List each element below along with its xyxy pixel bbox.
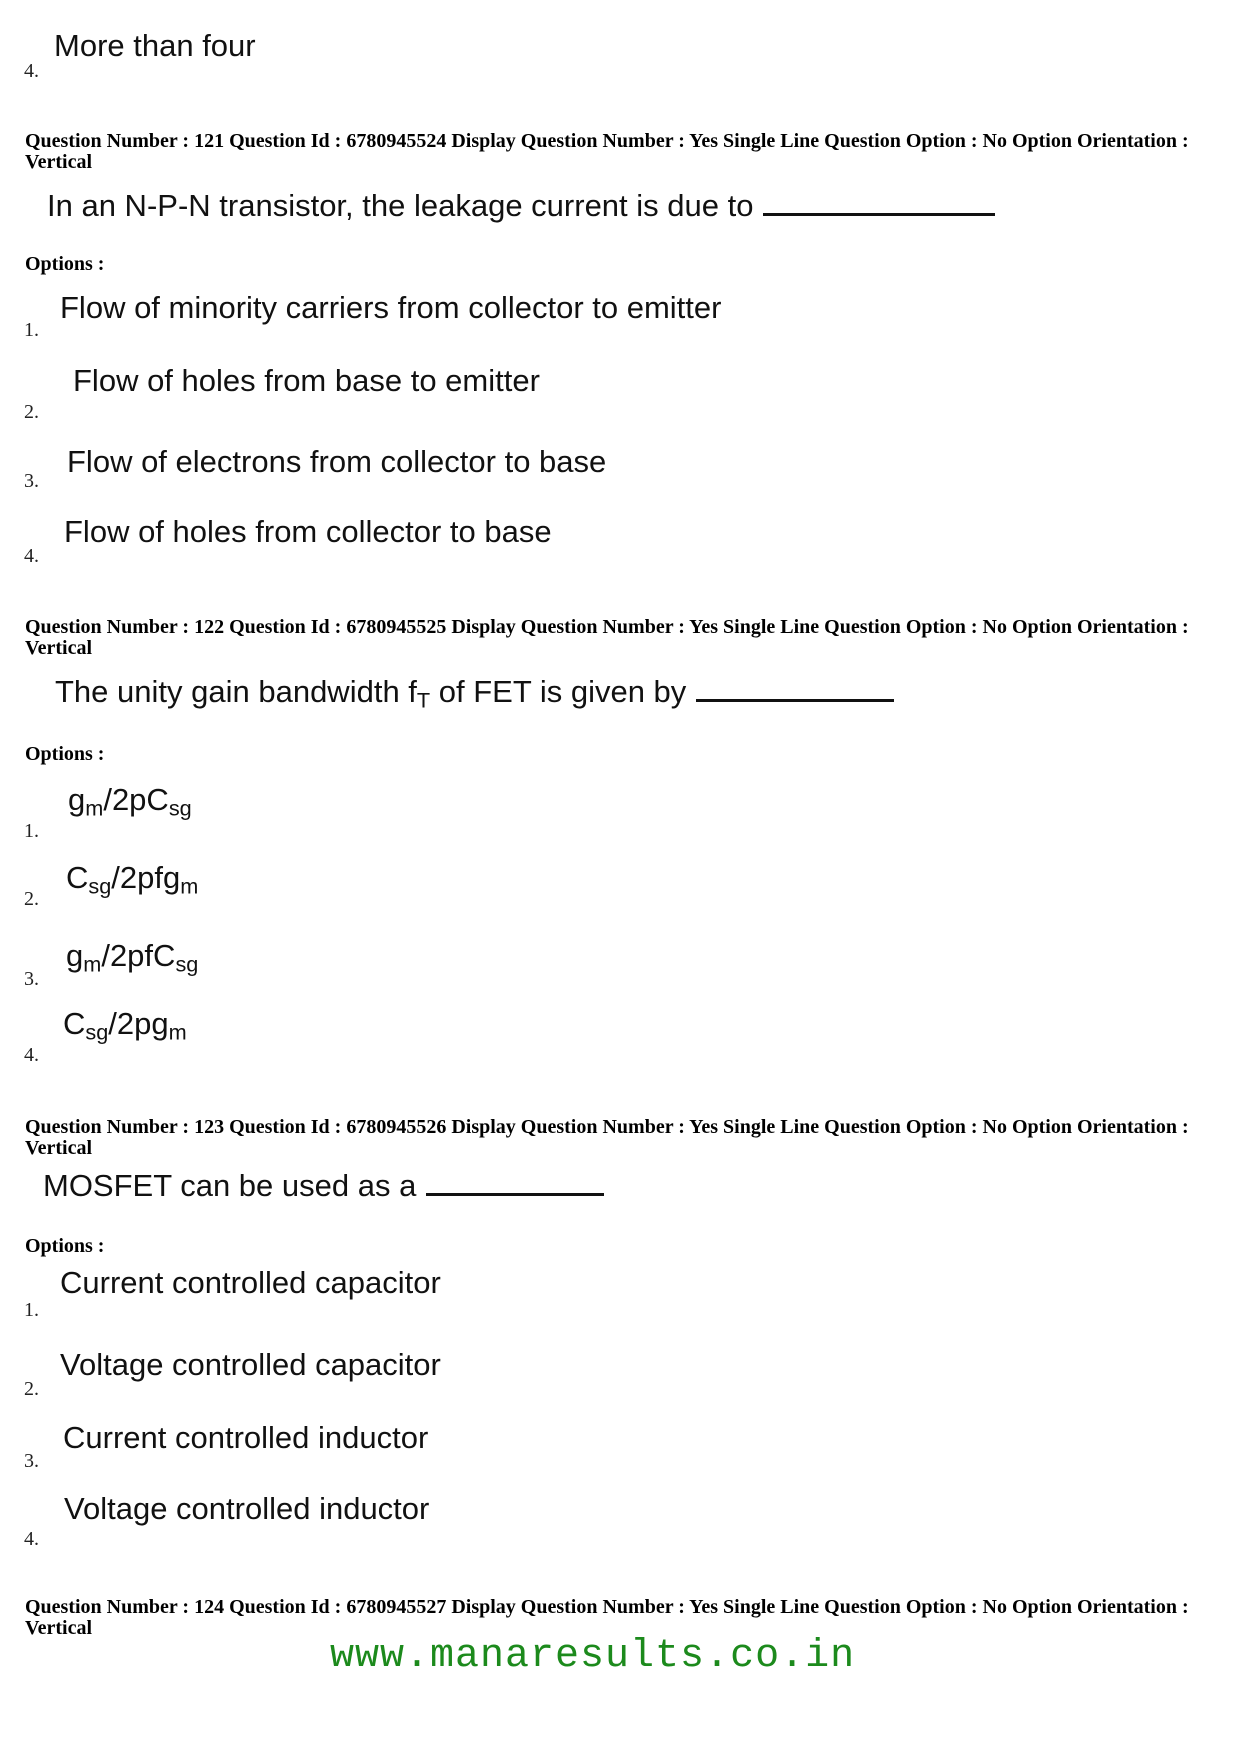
q122-option-3-text	[66, 938, 198, 977]
formula-part: /2pC	[103, 782, 169, 817]
q122-option-4-number: 4.	[24, 1044, 39, 1066]
formula-part: C	[63, 1006, 86, 1041]
formula-sub: m	[168, 1019, 187, 1045]
q121-meta: Question Number : 121 Question Id : 6780945524 Display Question Number : Yes Single Line Question Option : No Option Orientation : Vertical	[25, 130, 1189, 173]
prev-option-4-text: More than four	[54, 28, 256, 63]
q121-option-4-number: 4.	[24, 545, 39, 567]
formula-part: /2pfC	[101, 938, 176, 973]
q123-question-text	[43, 1168, 604, 1204]
formula-part: g	[68, 782, 86, 817]
formula-sub: sg	[88, 873, 112, 899]
q123-option-4-text: Voltage controlled inductor	[64, 1491, 430, 1526]
q122-options-label: Options :	[25, 743, 105, 765]
formula-sub: m	[180, 873, 199, 899]
q121-option-4-text: Flow of holes from collector to base	[64, 514, 552, 549]
q122-option-4-text	[63, 1006, 187, 1045]
q123-option-1-text: Current controlled capacitor	[60, 1265, 441, 1300]
answer-blank	[763, 212, 995, 216]
prev-option-4-number: 4.	[24, 60, 39, 82]
formula-part: C	[66, 860, 89, 895]
q122-question-text	[55, 674, 894, 713]
q122-option-1-text	[68, 782, 192, 821]
q122-question-after: of FET is given by	[430, 674, 687, 709]
formula-sub: m	[83, 951, 102, 977]
q121-options-label: Options :	[25, 253, 105, 275]
q122-option-2-text	[66, 860, 198, 899]
q122-option-3-number: 3.	[24, 968, 39, 990]
q121-option-2-number: 2.	[24, 401, 39, 423]
q123-option-3-text: Current controlled inductor	[63, 1420, 429, 1455]
answer-blank	[696, 698, 894, 702]
q124-meta: Question Number : 124 Question Id : 6780945527 Display Question Number : Yes Single Line Question Option : No Option Orientation : Vertical	[25, 1596, 1189, 1639]
q121-question-label: In an N-P-N transistor, the leakage current is due to	[47, 188, 754, 223]
formula-sub: m	[85, 795, 104, 821]
q123-options-label: Options :	[25, 1235, 105, 1257]
q121-option-1-text: Flow of minority carriers from collector to emitter	[60, 290, 722, 325]
q123-option-4-number: 4.	[24, 1528, 39, 1550]
formula-sub: sg	[85, 1019, 109, 1045]
q123-option-1-number: 1.	[24, 1299, 39, 1321]
q121-option-2-text: Flow of holes from base to emitter	[73, 363, 540, 398]
formula-part: /2pg	[108, 1006, 169, 1041]
q123-option-3-number: 3.	[24, 1450, 39, 1472]
q122-question-before: The unity gain bandwidth f	[55, 674, 417, 709]
q122-option-2-number: 2.	[24, 888, 39, 910]
q121-question-text	[47, 188, 995, 224]
q123-option-2-text: Voltage controlled capacitor	[60, 1347, 441, 1382]
answer-blank	[426, 1192, 604, 1196]
q122-meta: Question Number : 122 Question Id : 6780945525 Display Question Number : Yes Single Line Question Option : No Option Orientation : Vertical	[25, 616, 1189, 659]
formula-sub: sg	[168, 795, 192, 821]
q121-option-3-number: 3.	[24, 470, 39, 492]
q122-option-1-number: 1.	[24, 820, 39, 842]
formula-part: g	[66, 938, 84, 973]
q123-option-2-number: 2.	[24, 1378, 39, 1400]
q121-option-1-number: 1.	[24, 319, 39, 341]
q121-option-3-text: Flow of electrons from collector to base	[67, 444, 607, 479]
q123-meta: Question Number : 123 Question Id : 6780945526 Display Question Number : Yes Single Line Question Option : No Option Orientation : Vertical	[25, 1116, 1189, 1159]
formula-sub: sg	[175, 951, 199, 977]
footer-url: www.manaresults.co.in	[330, 1634, 856, 1679]
q122-question-sub: T	[416, 687, 431, 713]
formula-part: /2pfg	[111, 860, 181, 895]
q123-question-label: MOSFET can be used as a	[43, 1168, 417, 1203]
